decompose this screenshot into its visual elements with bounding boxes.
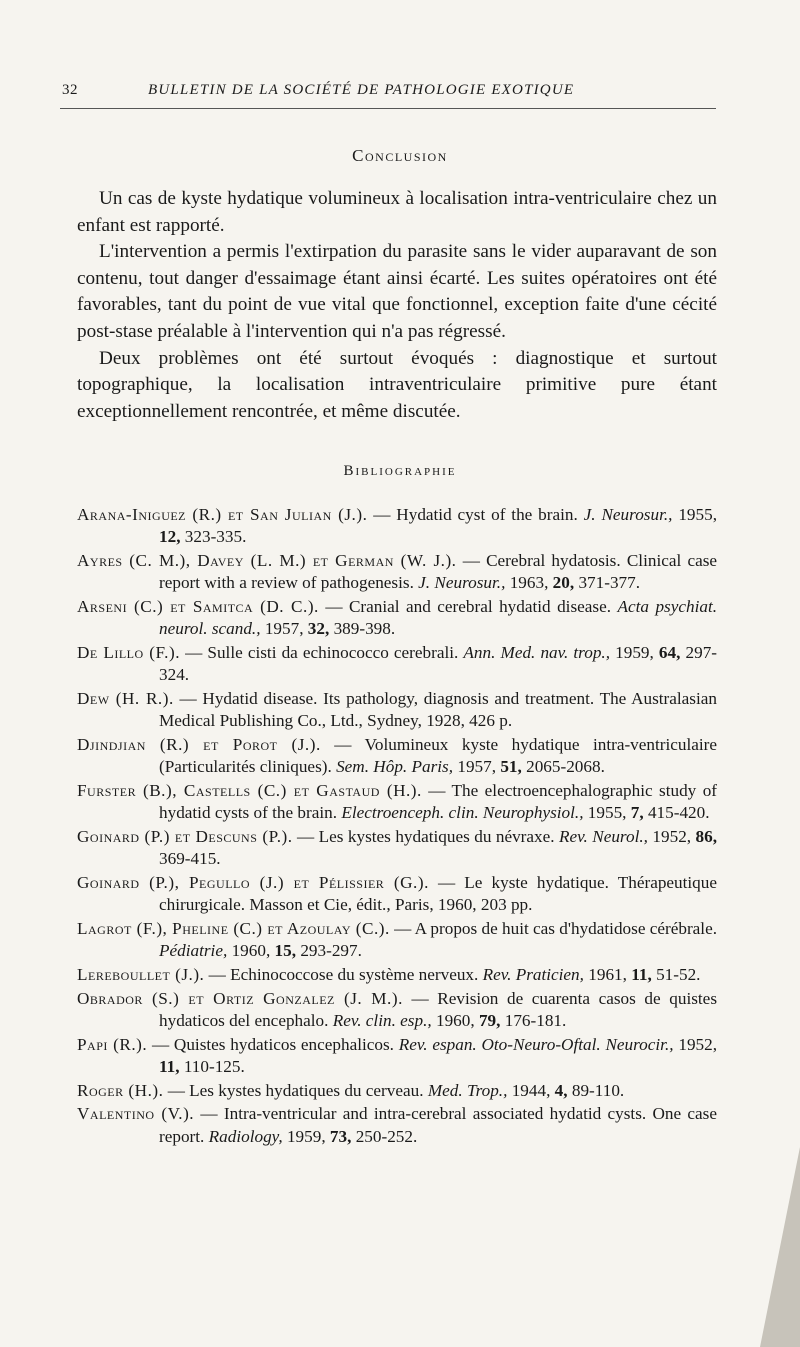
- ref-title: — Hydatid disease. Its pathology, diagnosis and treatment. The Australasian Medical Publishing Co., Ltd., Sydney, 1928, 426 p.: [159, 689, 717, 731]
- reference-entry: [77, 596, 717, 641]
- reference-entry: [77, 918, 717, 963]
- ref-pages: 110-125.: [183, 1057, 245, 1076]
- reference-entry: [77, 688, 717, 733]
- reference-entry: [77, 826, 717, 871]
- ref-journal: Electroenceph. clin. Neurophysiol.,: [341, 803, 584, 823]
- ref-volume: 73,: [329, 1126, 352, 1146]
- ref-year: 1963,: [509, 573, 549, 593]
- reference-entry: [77, 1103, 717, 1148]
- ref-authors: Goinard (P.), Pegullo (J.) et Pélissier (G.).: [77, 873, 429, 892]
- ref-year: 1959,: [286, 1126, 326, 1146]
- ref-authors: Furster (B.), Castells (C.) et Gastaud (H.).: [77, 781, 422, 800]
- ref-authors: Ayres (C. M.), Davey (L. M.) et German (W. J.).: [77, 551, 457, 570]
- reference-entry: [77, 1080, 717, 1102]
- ref-journal: Rev. Neurol.,: [559, 827, 648, 846]
- conclusion-heading: Conclusion: [352, 146, 448, 165]
- ref-authors: Lereboullet (J.).: [77, 965, 205, 984]
- ref-volume: 11,: [159, 1057, 180, 1076]
- ref-volume: 12,: [159, 527, 181, 547]
- ref-title: — Echinococcose du système nerveux.: [208, 965, 479, 984]
- ref-volume: 64,: [658, 643, 681, 662]
- ref-year: 1957,: [264, 619, 304, 639]
- ref-pages: 2065-2068.: [526, 757, 605, 777]
- ref-pages: 297-324.: [159, 643, 718, 685]
- ref-journal: Rev. Praticien,: [482, 965, 584, 984]
- ref-authors: Roger (H.).: [77, 1080, 164, 1100]
- ref-journal: J. Neurosur.,: [418, 573, 506, 593]
- ref-year: 1955,: [678, 505, 717, 524]
- ref-pages: 89-110.: [571, 1080, 625, 1100]
- ref-title: — Les kystes hydatiques du cerveau.: [167, 1080, 424, 1100]
- ref-volume: 7,: [630, 803, 644, 823]
- ref-authors: Goinard (P.) et Descuns (P.).: [77, 827, 293, 846]
- ref-volume: 15,: [274, 941, 297, 961]
- journal-title: BULLETIN DE LA SOCIÉTÉ DE PATHOLOGIE EXOTIQUE: [148, 82, 575, 98]
- ref-title: — A propos de huit cas d'hydatidose cérébrale.: [394, 919, 718, 938]
- ref-title: — Quistes hydaticos encephalicos.: [151, 1034, 394, 1054]
- page-corner-shadow: [760, 1147, 800, 1347]
- conclusion-body: [77, 186, 717, 425]
- ref-pages: 51-52.: [656, 965, 701, 984]
- header-rule: [60, 108, 716, 109]
- running-header: [62, 82, 715, 104]
- ref-volume: 20,: [552, 573, 575, 593]
- ref-title: — Hydatid cyst of the brain.: [373, 505, 578, 524]
- ref-title: — Volumineux kyste hydatique intra-ventriculaire (Particularités cliniques).: [159, 735, 718, 777]
- reference-entry: [77, 872, 717, 917]
- ref-title: — The electroencephalographic study of hydatid cysts of the brain.: [159, 781, 718, 823]
- ref-journal: Radiology,: [208, 1126, 283, 1146]
- ref-pages: 323-335.: [184, 527, 247, 547]
- ref-title: — Sulle cisti da echinococco cerebrali.: [185, 643, 459, 662]
- ref-pages: 415-420.: [647, 803, 710, 823]
- reference-entry: [77, 964, 717, 986]
- ref-year: 1955,: [587, 803, 627, 823]
- reference-entry: [77, 780, 717, 825]
- ref-authors: Valentino (V.).: [77, 1104, 195, 1124]
- ref-year: 1957,: [457, 757, 497, 777]
- ref-volume: 4,: [554, 1080, 568, 1100]
- ref-year: 1961,: [588, 965, 627, 984]
- ref-journal: Sem. Hôp. Paris,: [336, 757, 454, 777]
- reference-entry: [77, 988, 717, 1033]
- ref-pages: 371-377.: [578, 573, 641, 593]
- ref-pages: 369-415.: [159, 849, 221, 869]
- ref-journal: Med. Trop.,: [427, 1080, 508, 1100]
- ref-authors: Djindjian (R.) et Porot (J.).: [77, 735, 321, 754]
- ref-authors: Dew (H. R.).: [77, 689, 174, 708]
- ref-journal: Pédiatrie,: [159, 941, 228, 961]
- reference-entry: [77, 734, 717, 779]
- paragraph: Un cas de kyste hydatique volumineux à localisation intra-ventriculaire chez un enfant est rapporté.: [77, 188, 717, 236]
- ref-volume: 32,: [307, 619, 330, 639]
- paragraph: L'intervention a permis l'extirpation du parasite sans le vider auparavant de son contenu, tout danger d'essaimage étant ainsi écarté. Les suites opératoires ont été favorables, tant du point de vue vital que fonctionnel, exception faite d'une cécité post-stase préalable à l'intervention qui n'a pas régressé.: [77, 241, 717, 342]
- page-number: 32: [62, 82, 78, 98]
- ref-year: 1960,: [435, 1011, 475, 1030]
- ref-year: 1952,: [678, 1034, 718, 1054]
- ref-year: 1952,: [652, 827, 692, 846]
- reference-entry: [77, 504, 717, 549]
- paragraph: Deux problèmes ont été surtout évoqués : diagnostique et surtout topographique, la localisation intraventriculaire primitive pure étant exceptionnellement rencontrée, et même discutée.: [77, 347, 717, 422]
- ref-journal: Ann. Med. nav. trop.,: [463, 643, 611, 662]
- ref-volume: 86,: [695, 827, 718, 846]
- reference-list: [77, 504, 717, 1149]
- reference-entry: [77, 550, 717, 595]
- ref-journal: J. Neurosur.,: [583, 505, 673, 524]
- bibliography-heading: Bibliographie: [343, 463, 457, 479]
- ref-title: — Intra-ventricular and intra-cerebral associated hydatid cysts. One case report.: [159, 1104, 717, 1146]
- ref-volume: 11,: [631, 965, 652, 984]
- ref-journal: Acta psychiat. neurol. scand.,: [159, 597, 718, 639]
- ref-authors: De Lillo (F.).: [77, 643, 180, 662]
- ref-authors: Lagrot (F.), Pheline (C.) et Azoulay (C.).: [77, 919, 390, 938]
- ref-pages: 176-181.: [504, 1011, 567, 1030]
- ref-pages: 293-297.: [300, 941, 362, 961]
- ref-volume: 51,: [500, 757, 522, 777]
- ref-year: 1944,: [511, 1080, 551, 1100]
- ref-journal: Rev. espan. Oto-Neuro-Oftal. Neurocir.,: [398, 1034, 674, 1054]
- ref-year: 1959,: [615, 643, 654, 662]
- reference-entry: [77, 642, 717, 687]
- ref-authors: Arana-Iniguez (R.) et San Julian (J.).: [77, 505, 368, 524]
- ref-title: — Cerebral hydatosis. Clinical case report with a review of pathogenesis.: [159, 551, 718, 593]
- ref-pages: 389-398.: [333, 619, 396, 639]
- ref-year: 1960,: [231, 941, 271, 961]
- ref-authors: Arseni (C.) et Samitca (D. C.).: [77, 597, 319, 616]
- ref-title: — Le kyste hydatique. Thérapeutique chirurgicale. Masson et Cie, édit., Paris, 1960, 203 pp.: [159, 873, 718, 915]
- ref-volume: 79,: [478, 1011, 501, 1030]
- reference-entry: [77, 1034, 717, 1079]
- ref-journal: Rev. clin. esp.,: [332, 1011, 432, 1030]
- ref-authors: Obrador (S.) et Ortiz Gonzalez (J. M.).: [77, 988, 403, 1008]
- ref-title: — Revision de cuarenta casos de quistes hydaticos del encephalo.: [159, 988, 718, 1030]
- ref-pages: 250-252.: [355, 1126, 418, 1146]
- ref-title: — Les kystes hydatiques du névraxe.: [297, 827, 555, 846]
- ref-authors: Papi (R.).: [77, 1034, 148, 1054]
- ref-title: — Cranial and cerebral hydatid disease.: [325, 597, 612, 616]
